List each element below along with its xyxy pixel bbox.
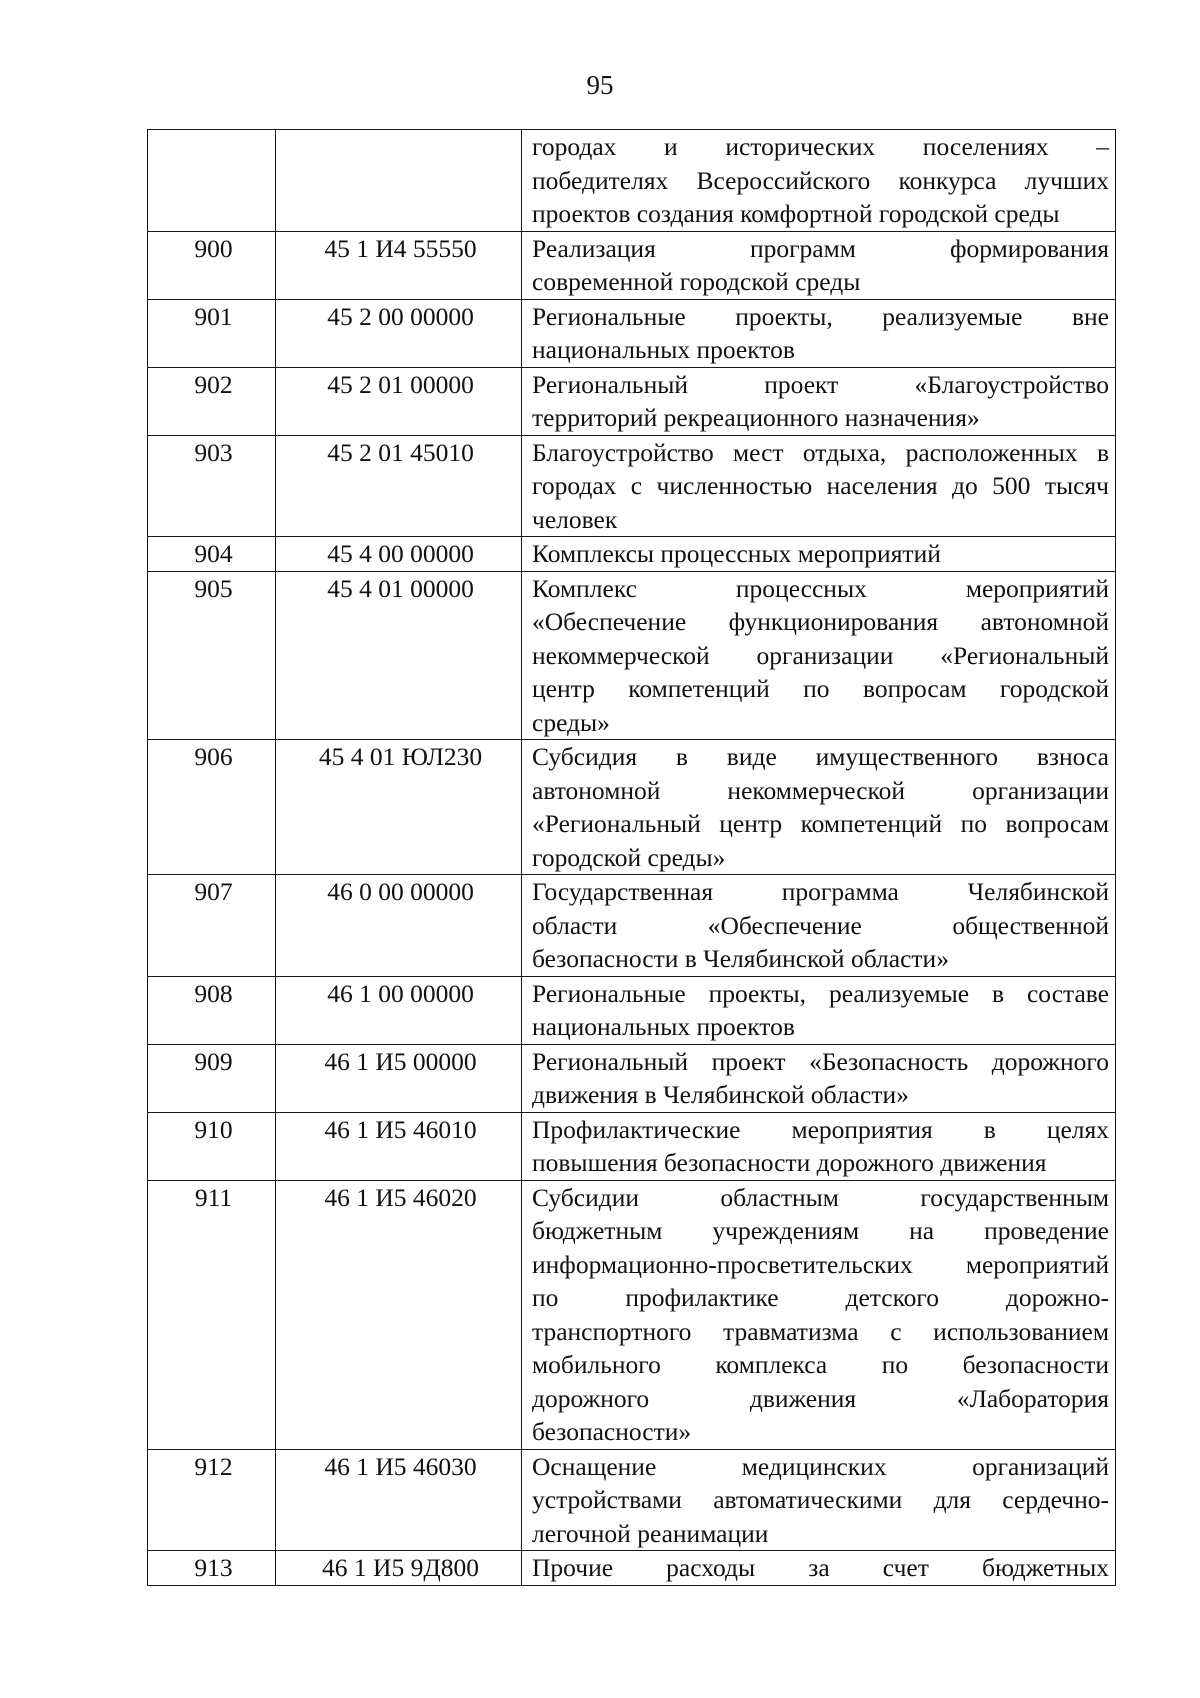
item-name-line: городах с численностью населения до 500 тысяч bbox=[532, 471, 1109, 500]
item-name-cell bbox=[522, 740, 1116, 875]
item-name-cell bbox=[522, 875, 1116, 977]
table-row bbox=[148, 875, 1116, 977]
table-row bbox=[148, 1551, 1116, 1586]
item-name-line: устройствами автоматическими для сердечно- bbox=[532, 1485, 1109, 1514]
item-name-line: автономной некоммерческой организации bbox=[532, 775, 1109, 805]
item-name-line: безопасности» bbox=[532, 1417, 692, 1446]
item-name-line: «Региональный центр компетенций по вопросам bbox=[532, 809, 1109, 838]
item-name-cell bbox=[522, 1551, 1116, 1586]
item-name-line: территорий рекреационного назначения» bbox=[532, 403, 980, 432]
item-name-line: транспортного травматизма с использованием bbox=[532, 1316, 1109, 1346]
item-name-cell bbox=[522, 435, 1116, 537]
row-number-cell: 911 bbox=[148, 1180, 276, 1449]
item-name-line: легочной реанимации bbox=[532, 1518, 769, 1548]
target-code-cell: 46 1 И5 00000 bbox=[276, 1044, 522, 1112]
item-name-cell bbox=[522, 299, 1116, 367]
item-name-line: национальных проектов bbox=[532, 335, 795, 364]
table-row bbox=[148, 299, 1116, 367]
item-name-cell bbox=[522, 130, 1116, 232]
row-number-cell: 913 bbox=[148, 1551, 276, 1586]
item-name-cell bbox=[522, 537, 1116, 572]
target-code-cell: 45 2 01 45010 bbox=[276, 435, 522, 537]
row-number-cell bbox=[148, 130, 276, 232]
target-code-cell: 45 2 00 00000 bbox=[276, 299, 522, 367]
item-name-line: Региональные проекты, реализуемые в составе bbox=[532, 978, 1109, 1008]
item-name-line: современной городской среды bbox=[532, 267, 861, 296]
target-code-cell: 45 2 01 00000 bbox=[276, 367, 522, 435]
item-name-line: Комплекс процессных мероприятий bbox=[532, 573, 1109, 603]
item-name-line: Региональный проект «Безопасность дорожного bbox=[532, 1046, 1109, 1076]
item-name-line: дорожного движения «Лаборатория bbox=[532, 1383, 1109, 1413]
page-number: 95 bbox=[586, 70, 614, 100]
item-name-line: городской среды» bbox=[532, 842, 726, 872]
row-number-cell: 901 bbox=[148, 299, 276, 367]
item-name-line: Профилактические мероприятия в целях bbox=[532, 1114, 1109, 1144]
item-name-line: Региональные проекты, реализуемые вне bbox=[532, 301, 1109, 331]
item-name-cell bbox=[522, 976, 1116, 1044]
row-number-cell: 904 bbox=[148, 537, 276, 572]
row-number-cell: 902 bbox=[148, 367, 276, 435]
table-row bbox=[148, 1180, 1116, 1449]
item-name-line: Прочие расходы за счет бюджетных bbox=[532, 1553, 1109, 1582]
target-code-cell: 46 1 00 00000 bbox=[276, 976, 522, 1044]
row-number-cell: 906 bbox=[148, 740, 276, 875]
table-row bbox=[148, 1044, 1116, 1112]
target-code-cell: 46 1 И5 46020 bbox=[276, 1180, 522, 1449]
row-number-cell: 908 bbox=[148, 976, 276, 1044]
item-name-line: центр компетенций по вопросам городской bbox=[532, 674, 1109, 703]
row-number-cell: 905 bbox=[148, 571, 276, 740]
item-name-line: Государственная программа Челябинской bbox=[532, 877, 1109, 906]
item-name-cell bbox=[522, 367, 1116, 435]
item-name-line: информационно-просветительских мероприятий bbox=[532, 1249, 1109, 1279]
item-name-line: мобильного комплекса по безопасности bbox=[532, 1350, 1109, 1379]
item-name-line: победителях Всероссийского конкурса лучших bbox=[532, 165, 1109, 195]
item-name-line: Оснащение медицинских организаций bbox=[532, 1451, 1109, 1481]
row-number-cell: 912 bbox=[148, 1449, 276, 1551]
item-name-cell bbox=[522, 1449, 1116, 1551]
item-name-cell bbox=[522, 231, 1116, 299]
target-code-cell bbox=[276, 130, 522, 232]
table-row bbox=[148, 1112, 1116, 1180]
item-name-line: безопасности в Челябинской области» bbox=[532, 944, 949, 973]
item-name-line: Благоустройство мест отдыха, расположенных в bbox=[532, 437, 1109, 467]
item-name-cell bbox=[522, 1180, 1116, 1449]
item-name-line: некоммерческой организации «Региональный bbox=[532, 640, 1109, 670]
target-code-cell: 46 1 И5 46010 bbox=[276, 1112, 522, 1180]
item-name-cell bbox=[522, 1044, 1116, 1112]
budget-codes-table bbox=[147, 129, 1116, 1586]
table-row bbox=[148, 537, 1116, 572]
table-row bbox=[148, 1449, 1116, 1551]
table-row bbox=[148, 367, 1116, 435]
target-code-cell: 45 4 01 00000 bbox=[276, 571, 522, 740]
item-name-cell bbox=[522, 1112, 1116, 1180]
item-name-line: движения в Челябинской области» bbox=[532, 1080, 909, 1109]
table-body bbox=[148, 130, 1116, 1586]
target-code-cell: 46 1 И5 46030 bbox=[276, 1449, 522, 1551]
table-row bbox=[148, 435, 1116, 537]
item-name-line: национальных проектов bbox=[532, 1012, 795, 1041]
item-name-line: Субсидии областным государственным bbox=[532, 1182, 1109, 1212]
item-name-cell bbox=[522, 571, 1116, 740]
item-name-line: «Обеспечение функционирования автономной bbox=[532, 607, 1109, 636]
target-code-cell: 45 4 01 ЮЛ230 bbox=[276, 740, 522, 875]
item-name-line: среды» bbox=[532, 707, 610, 737]
row-number-cell: 903 bbox=[148, 435, 276, 537]
target-code-cell: 45 4 00 00000 bbox=[276, 537, 522, 572]
item-name-line: городах и исторических поселениях – bbox=[532, 132, 1109, 161]
item-name-line: области «Обеспечение общественной bbox=[532, 910, 1109, 940]
item-name-line: бюджетным учреждениям на проведение bbox=[532, 1216, 1109, 1245]
row-number-cell: 907 bbox=[148, 875, 276, 977]
row-number-cell: 909 bbox=[148, 1044, 276, 1112]
target-code-cell: 45 1 И4 55550 bbox=[276, 231, 522, 299]
item-name-line: Реализация программ формирования bbox=[532, 233, 1109, 263]
row-number-cell: 900 bbox=[148, 231, 276, 299]
item-name-line: Региональный проект «Благоустройство bbox=[532, 369, 1109, 399]
item-name-line: по профилактике детского дорожно- bbox=[532, 1283, 1109, 1312]
table-row bbox=[148, 740, 1116, 875]
table-row bbox=[148, 571, 1116, 740]
target-code-cell: 46 0 00 00000 bbox=[276, 875, 522, 977]
item-name-line: проектов создания комфортной городской среды bbox=[532, 199, 1060, 228]
item-name-line: человек bbox=[532, 504, 618, 534]
item-name-line: Субсидия в виде имущественного взноса bbox=[532, 742, 1109, 771]
item-name-line: Комплексы процессных мероприятий bbox=[532, 539, 941, 568]
row-number-cell: 910 bbox=[148, 1112, 276, 1180]
table-row bbox=[148, 231, 1116, 299]
table-row bbox=[148, 130, 1116, 232]
item-name-line: повышения безопасности дорожного движения bbox=[532, 1148, 1047, 1177]
target-code-cell: 46 1 И5 9Д800 bbox=[276, 1551, 522, 1586]
table-row bbox=[148, 976, 1116, 1044]
